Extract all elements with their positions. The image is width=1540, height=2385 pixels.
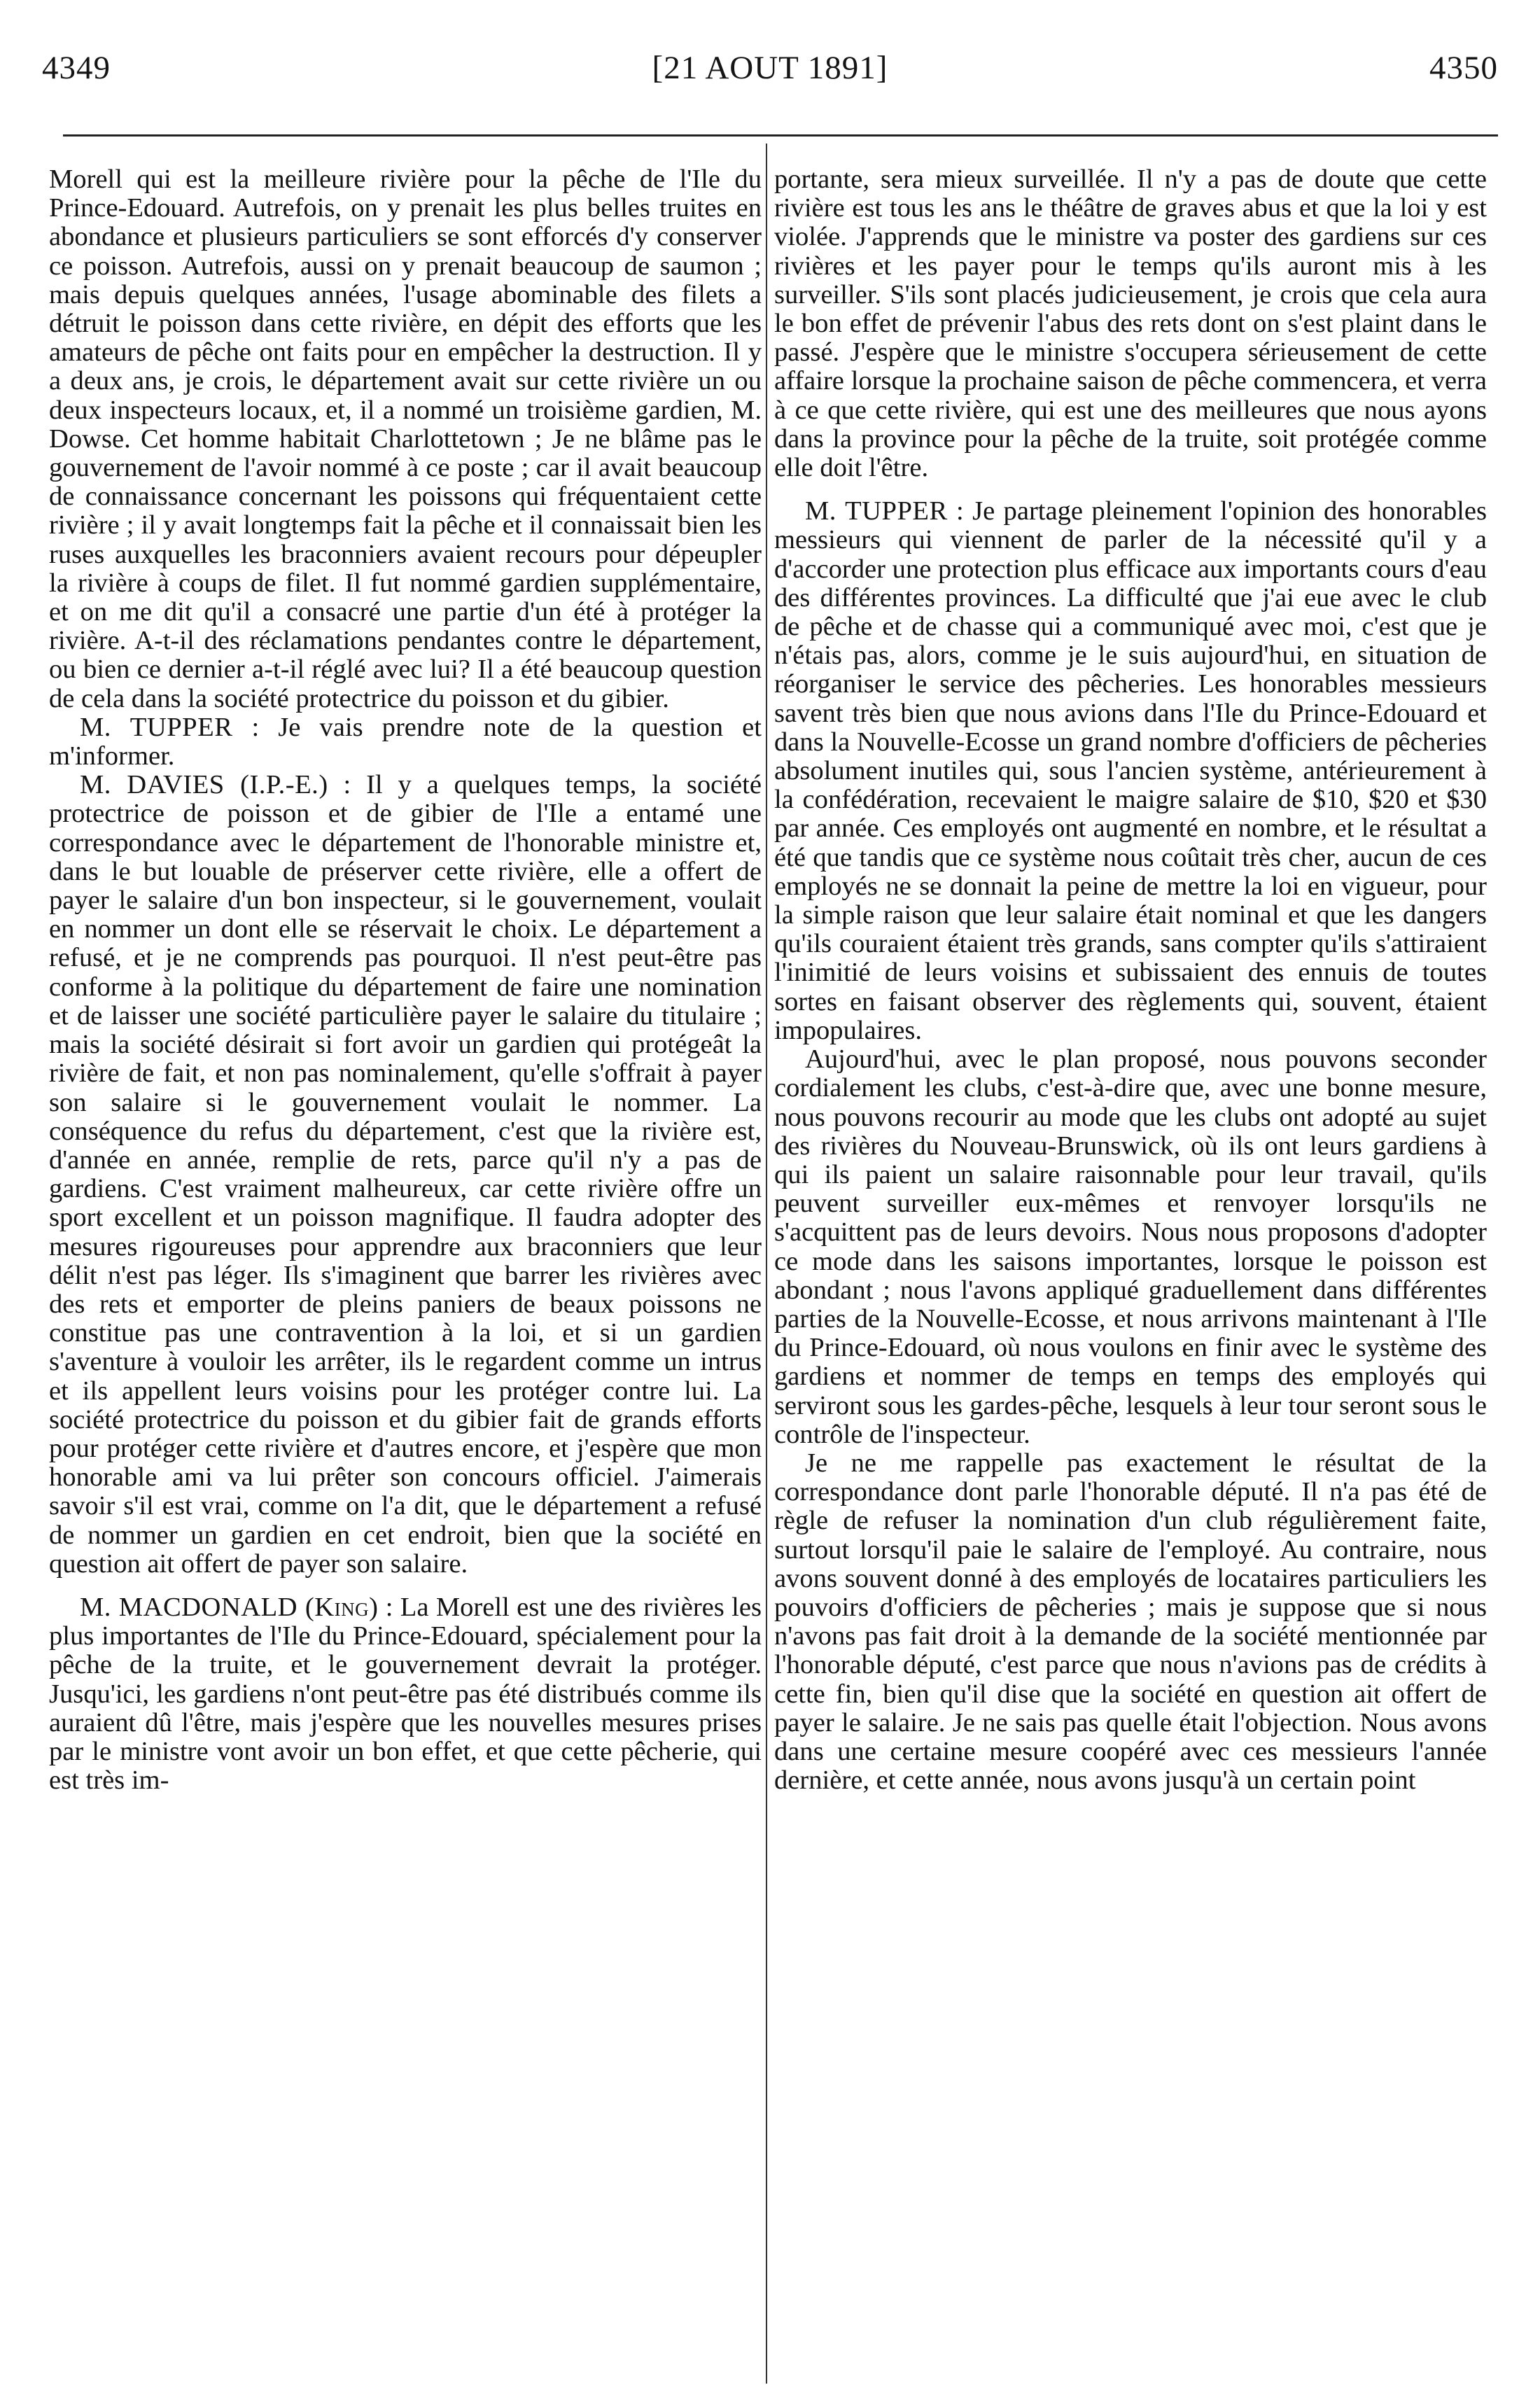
- header-rule: [63, 134, 1498, 137]
- speaker-name: M. DAVIES (I.P.-E.): [80, 770, 328, 800]
- paragraph-continued: Morell qui est la meilleure rivière pour la pêche de l'Ile du Prince-Edouard. Autrefois, on y prenait les plus belles truites en abondance et plusieurs particuliers se sont efforcés d'y conserver ce poisson. Autrefois, aussi on y prenait beaucoup de saumon ; mais depuis quelques années, l'usage abominable des filets a détruit le poisson dans cette rivière, en dépit des efforts que les amateurs de pêche ont faits pour en empêcher la destruction. Il y a deux ans, je crois, le département avait sur cette rivière un ou deux inspecteurs locaux, et, il a nommé un troisième gardien, M. Dowse. Cet homme habitait Charlottetown ; Je ne blâme pas le gouvernement de l'avoir nommé à ce poste ; car il avait beaucoup de connaissance concernant les poissons qui fréquentaient cette rivière ; il y avait longtemps fait la pêche et il connaissait bien les ruses auxquelles les braconniers avaient recours pour dépeupler la rivière à coups de filet. Il fut nommé gardien supplémentaire, et on me dit qu'il a consacré une partie d'un été à protéger la rivière. A-t-il des réclamations pendantes contre le département, ou bien ce dernier a-t-il réglé avec lui? Il a été beaucoup question de cela dans la société protectrice du poisson et du gibier.: [49, 165, 762, 713]
- speech-text: : La Morell est une des rivières les plus importantes de l'Ile du Prince-Edouard, spécialement pour la pêche de la truite, et le gouvernement devrait la protéger. Jusqu'ici, les gardiens n'ont peut-être pas été distribués comme ils auraient dû l'être, mais j'espère que les nouvelles mesures prises par le ministre vont avoir un bon effet, et que cette pêcherie, qui est très im-: [49, 1592, 762, 1796]
- left-column: [49, 165, 762, 1795]
- right-column: [774, 165, 1487, 1795]
- speech-text: : Il y a quelques temps, la société protectrice de poisson et de gibier de l'Ile a entamé une correspondance avec le département de l'honorable ministre et, dans le but louable de préserver cette rivière, elle a offert de payer le salaire d'un bon inspecteur, si le gouvernement, voulait en nommer un dont elle se réservait le choix. Le département a refusé, et je ne comprends pas pourquoi. Il n'est peut-être pas conforme à la politique du département de faire une nomination et de laisser une société particulière payer le salaire du titulaire ; mais la société désirait si fort avoir un gardien qui protégeât la rivière de fait, et non pas nominalement, qu'elle s'offrait à payer son salaire si le gouvernement voulait le nommer. La conséquence du refus du département, c'est que la rivière est, d'année en année, remplie de rets, parce qu'il n'y a pas de gardiens. C'est vraiment malheureux, car cette rivière offre un sport excellent et un poisson magnifique. Il faudra adopter des mesures rigoureuses pour apprendre aux braconniers que leur délit n'est pas léger. Ils s'imaginent que barrer les rivières avec des rets et emporter de pleins paniers de beaux poissons ne constitue pas une contravention à la loi, et si un gardien s'aventure à vouloir les arrêter, ils le regardent comme un intrus et ils appellent leurs voisins pour les protéger contre lui. La société protectrice du poisson et du gibier fait de grands efforts pour protéger cette rivière et d'autres encore, et j'espère que mon honorable ami va lui prêter son concours officiel. J'aimerais savoir s'il est vrai, comme on l'a dit, que le département a refusé de nommer un gardien en cet endroit, bien que la société en question ait offert de payer son salaire.: [49, 770, 762, 1579]
- speech-tupper: [49, 713, 762, 771]
- page-number-left: 4349: [42, 50, 111, 86]
- speech-macdonald: [49, 1593, 762, 1795]
- paragraph-continued: portante, sera mieux surveillée. Il n'y a pas de doute que cette rivière est tous les ans le théâtre de graves abus et que la loi y est violée. J'apprends que le ministre va poster des gardiens sur ces rivières et les payer pour le temps qu'ils auront mis à les surveiller. S'ils sont placés judicieusement, je crois que cela aura le bon effet de prévenir l'abus des rets dont on s'est plaint dans le passé. J'espère que le ministre s'occupera sérieusement de cette affaire lorsque la prochaine saison de pêche commencera, et verra à ce que cette rivière, qui est une des meilleures que nous ayons dans la province pour la pêche de la truite, soit protégée comme elle doit l'être.: [774, 165, 1487, 483]
- header-date: [21 AOUT 1891]: [652, 50, 888, 86]
- paragraph: Je ne me rappelle pas exactement le résultat de la correspondance dont parle l'honorable député. Il n'a pas été de règle de refuser la nomination d'un club régulièrement faite, surtout lorsqu'il paie le salaire de l'employé. Au contraire, nous avons souvent donné à des employés de locataires particuliers les pouvoirs d'officiers de pêcheries ; mais je suppose que si nous n'avons pas fait droit à la demande de la société mentionnée par l'honorable député, c'est parce que nous n'avions pas de crédits à cette fin, bien qu'il dise que la société en question ait offert de payer le salaire. Je ne sais pas quelle était l'objection. Nous avons dans une certaine mesure coopéré avec ces messieurs l'année dernière, et cette année, nous avons jusqu'à un certain point: [774, 1448, 1487, 1796]
- speech-davies: [49, 771, 762, 1579]
- speech-tupper: [774, 497, 1487, 1045]
- page-number-right: 4350: [1429, 50, 1498, 86]
- speaker-name: M. MACDONALD (King): [80, 1592, 379, 1622]
- page-header: [42, 49, 1498, 105]
- speaker-name: M. TUPPER: [80, 712, 233, 742]
- paragraph: Aujourd'hui, avec le plan proposé, nous pouvons seconder cordialement les clubs, c'est-à-dire que, avec une bonne mesure, nous pouvons recourir au mode que les clubs ont adopté au sujet des rivières du Nouveau-Brunswick, où ils ont leurs gardiens à qui ils paient un salaire raisonnable pour leur travail, qu'ils peuvent surveiller eux-mêmes et renvoyer lorsqu'ils ne s'acquittent pas de leurs devoirs. Nous nous proposons d'adopter ce mode dans les saisons importantes, lorsque le poisson est abondant ; nous l'avons appliqué graduellement dans différentes parties de la Nouvelle-Ecosse, et nous arrivons maintenant à l'Ile du Prince-Edouard, où nous voulons en finir avec le système des gardiens et nommer de temps en temps des employés qui serviront sous les gardes-pêche, lesquels à leur tour seront sous le contrôle de l'inspecteur.: [774, 1044, 1487, 1449]
- column-divider: [766, 144, 767, 2384]
- speaker-name: M. TUPPER: [805, 496, 948, 526]
- speech-text: : Je vais prendre note de la question et m'informer.: [49, 712, 762, 771]
- speech-text: : Je partage pleinement l'opinion des honorables messieurs qui viennent de parler de la nécessité qu'il y a d'accorder une protection plus efficace aux importants cours d'eau des différentes provinces. La difficulté que j'ai eue avec le club de pêche et de chasse qui a communiqué avec moi, c'est que je n'étais pas, alors, comme je le suis aujourd'hui, en situation de réorganiser le service des pêcheries. Les honorables messieurs savent très bien que nous avions dans l'Ile du Prince-Edouard et dans la Nouvelle-Ecosse un grand nombre d'officiers de pêcheries absolument inutiles qui, sous l'ancien système, antérieurement à la confédération, recevaient le maigre salaire de $10, $20 et $30 par année. Ces employés ont augmenté en nombre, et le résultat a été que tandis que ce système nous coûtait très cher, aucun de ces employés ne se donnait la peine de mettre la loi en vigueur, pour la simple raison que leur salaire était nominal et que les dangers qu'ils couraient étaient très grands, sans compter qu'ils s'attiraient l'inimitié de leurs voisins et subissaient des ennuis de toutes sortes en faisant observer des règlements qui, souvent, étaient impopulaires.: [774, 496, 1487, 1045]
